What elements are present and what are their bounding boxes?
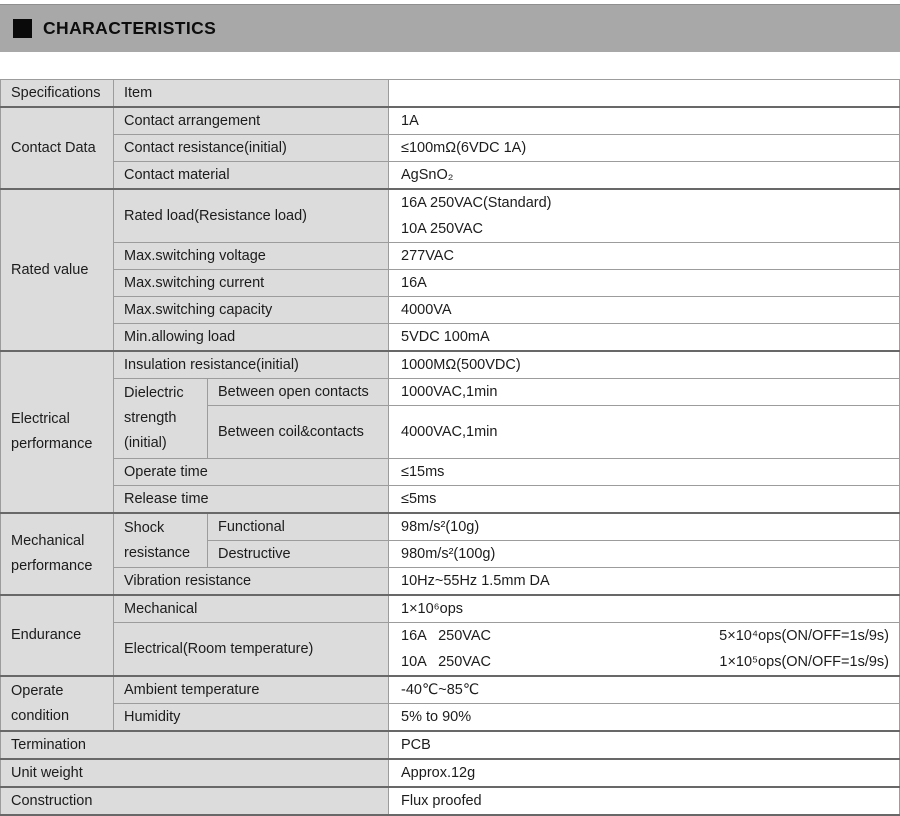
sub-group-cell-dielectric: Dielectric strength (initial) xyxy=(114,379,208,459)
value-cell: ≤5ms xyxy=(389,486,900,514)
item-cell-termination: Termination xyxy=(1,731,389,759)
value-line: 10A 250VAC xyxy=(401,221,483,237)
table-row xyxy=(1,787,900,815)
value-cell: PCB xyxy=(389,731,900,759)
table-row xyxy=(1,135,900,162)
group-cell-electrical-performance: Electrical performance xyxy=(1,351,114,513)
table-row xyxy=(1,623,900,677)
group-cell-rated-value: Rated value xyxy=(1,189,114,351)
table-row xyxy=(1,297,900,324)
value-cell: 16A xyxy=(389,270,900,297)
item-cell: Electrical(Room temperature) xyxy=(114,623,389,677)
table-row xyxy=(1,351,900,379)
value-cell: 277VAC xyxy=(389,243,900,270)
item-cell: Between open contacts xyxy=(208,379,389,406)
square-bullet-icon xyxy=(13,19,32,38)
item-cell: Contact arrangement xyxy=(114,107,389,135)
item-cell: Max.switching current xyxy=(114,270,389,297)
item-cell: Mechanical xyxy=(114,595,389,623)
table-row xyxy=(1,324,900,352)
value-cell: ≤100mΩ(6VDC 1A) xyxy=(389,135,900,162)
ops-text: 5×10⁴ops(ON/OFF=1s/9s) xyxy=(719,628,889,644)
item-cell: Functional xyxy=(208,513,389,541)
value-line: 16A 250VAC(Standard) xyxy=(401,195,552,211)
table-row xyxy=(1,162,900,190)
item-cell-unit-weight: Unit weight xyxy=(1,759,389,787)
value-cell: 1000VAC,1min xyxy=(389,379,900,406)
item-cell: Rated load(Resistance load) xyxy=(114,189,389,243)
table-row xyxy=(1,189,900,243)
value-cell: 10Hz~55Hz 1.5mm DA xyxy=(389,568,900,596)
item-cell-construction: Construction xyxy=(1,787,389,815)
value-cell xyxy=(389,623,900,677)
load-text: 10A 250VAC xyxy=(401,654,492,670)
value-cell: 1000MΩ(500VDC) xyxy=(389,351,900,379)
item-cell: Max.switching voltage xyxy=(114,243,389,270)
value-cell: 5% to 90% xyxy=(389,704,900,732)
table-row xyxy=(1,486,900,514)
value-cell: 980m/s²(100g) xyxy=(389,541,900,568)
group-cell-operate-condition: Operate condition xyxy=(1,676,114,731)
item-cell: Min.allowing load xyxy=(114,324,389,352)
group-cell-endurance: Endurance xyxy=(1,595,114,676)
value-line xyxy=(401,649,891,675)
value-line xyxy=(401,623,891,649)
item-cell: Contact resistance(initial) xyxy=(114,135,389,162)
value-cell: 1A xyxy=(389,107,900,135)
ops-text: 1×10⁵ops(ON/OFF=1s/9s) xyxy=(719,654,889,670)
sub-group-cell-shock: Shock resistance xyxy=(114,513,208,568)
item-cell: Between coil&contacts xyxy=(208,406,389,459)
value-cell: 4000VAC,1min xyxy=(389,406,900,459)
value-cell: AgSnO₂ xyxy=(389,162,900,190)
value-cell: Approx.12g xyxy=(389,759,900,787)
table-row xyxy=(1,595,900,623)
value-cell: 4000VA xyxy=(389,297,900,324)
value-cell: Flux proofed xyxy=(389,787,900,815)
item-cell: Ambient temperature xyxy=(114,676,389,704)
group-cell-contact-data: Contact Data xyxy=(1,107,114,189)
table-row xyxy=(1,459,900,486)
col-header-item: Item xyxy=(114,80,389,108)
value-cell: -40℃~85℃ xyxy=(389,676,900,704)
item-cell: Operate time xyxy=(114,459,389,486)
col-header-specifications: Specifications xyxy=(1,80,114,108)
col-header-value xyxy=(389,80,900,108)
table-row xyxy=(1,704,900,732)
value-cell xyxy=(389,189,900,243)
section-header xyxy=(0,4,900,52)
value-cell: 98m/s²(10g) xyxy=(389,513,900,541)
group-cell-mechanical-performance: Mechanical performance xyxy=(1,513,114,595)
item-cell: Max.switching capacity xyxy=(114,297,389,324)
table-row xyxy=(1,759,900,787)
item-cell: Contact material xyxy=(114,162,389,190)
section-title: CHARACTERISTICS xyxy=(43,18,217,38)
characteristics-table xyxy=(0,79,900,816)
table-row xyxy=(1,270,900,297)
value-cell: ≤15ms xyxy=(389,459,900,486)
value-cell: 1×10⁶ops xyxy=(389,595,900,623)
table-header-row xyxy=(1,80,900,108)
item-cell: Vibration resistance xyxy=(114,568,389,596)
item-cell: Release time xyxy=(114,486,389,514)
load-text: 16A 250VAC xyxy=(401,628,492,644)
table-row xyxy=(1,676,900,704)
item-cell: Humidity xyxy=(114,704,389,732)
table-row xyxy=(1,107,900,135)
table-row xyxy=(1,513,900,541)
value-cell: 5VDC 100mA xyxy=(389,324,900,352)
datasheet-page xyxy=(0,4,900,809)
table-row xyxy=(1,243,900,270)
item-cell: Insulation resistance(initial) xyxy=(114,351,389,379)
table-row xyxy=(1,731,900,759)
item-cell: Destructive xyxy=(208,541,389,568)
table-row xyxy=(1,379,900,406)
table-row xyxy=(1,568,900,596)
